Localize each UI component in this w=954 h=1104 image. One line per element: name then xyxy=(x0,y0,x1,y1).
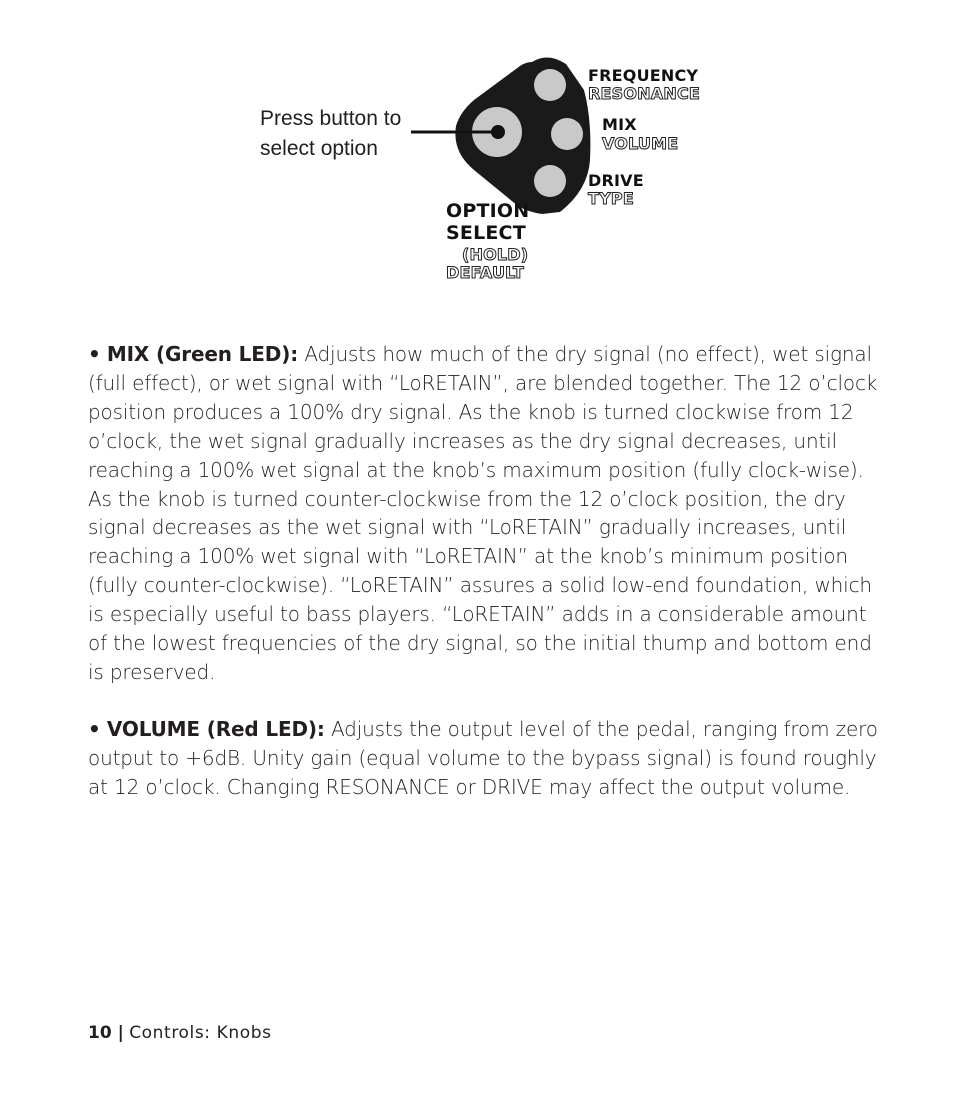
label-volume: VOLUME xyxy=(602,134,679,153)
label-select: SELECT xyxy=(446,222,526,244)
section-title: Controls: Knobs xyxy=(129,1023,272,1043)
led-drive xyxy=(534,165,566,197)
control-diagram xyxy=(0,0,954,300)
page-number: 10 | xyxy=(88,1023,124,1043)
label-mix: MIX xyxy=(602,115,637,134)
led-frequency xyxy=(534,69,566,101)
bullet: • xyxy=(88,716,101,741)
mix-paragraph xyxy=(88,340,878,687)
mix-description: Adjusts how much of the dry signal (no effect), wet signal (full effect), or wet signal with “LoRETAIN”, are blended together. The 12 o’clock position produces a 100% dry signal. As the knob is turned clockwise from 12 o’clock, the wet signal gradually increases as the dry signal decreases, until reaching a 100% wet signal at the knob’s maximum position (fully clock-wise). As the knob is turned counter-clockwise from the 12 o’clock position, the dry signal decreases as the wet signal with “LoRETAIN” gradually increases, until reaching a 100% wet signal with “LoRETAIN” at the knob’s minimum position (fully counter-clockwise). “LoRETAIN” assures a solid low-end foundation, which is especially useful to bass players. “LoRETAIN” adds in a considerable amount of the lowest frequencies of the dry signal, so the initial thump and bottom end is preserved. xyxy=(88,342,878,684)
page-footer xyxy=(88,1023,272,1043)
volume-heading: VOLUME (Red LED): xyxy=(106,716,325,741)
manual-content xyxy=(88,340,878,830)
mix-heading: MIX (Green LED): xyxy=(106,342,299,366)
bullet: • xyxy=(88,342,101,366)
volume-description: Adjusts the output level of the pedal, ranging from zero output to +6dB. Unity gain (equal volume to the bypass signal) is found roughly at 12 o’clock. Changing RESONANCE or DRIVE may affect the output volume. xyxy=(88,716,878,799)
callout-text: Press button to select option xyxy=(260,107,402,160)
label-resonance: RESONANCE xyxy=(588,84,701,103)
label-default: DEFAULT xyxy=(446,263,525,282)
label-option: OPTION xyxy=(446,200,530,222)
label-drive: DRIVE xyxy=(588,171,644,190)
led-mix xyxy=(551,118,583,150)
label-type: TYPE xyxy=(588,189,634,208)
label-hold: (HOLD) xyxy=(462,245,529,264)
volume-paragraph xyxy=(88,715,878,802)
label-frequency: FREQUENCY xyxy=(588,66,699,85)
